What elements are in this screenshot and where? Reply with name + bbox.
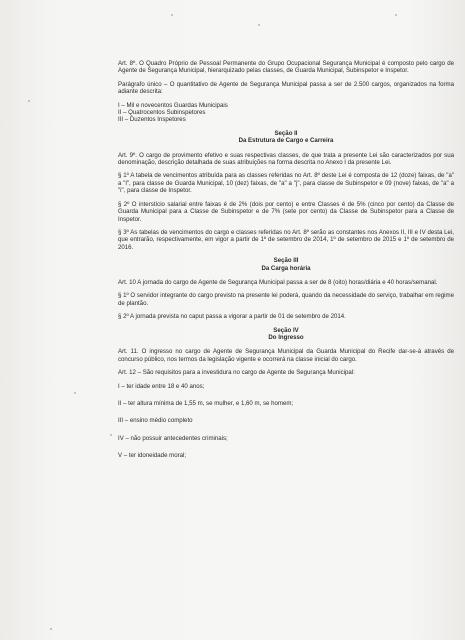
requirement-item: III – ensino médio completo xyxy=(118,417,193,425)
art9-paragraph-3: § 3º As tabelas de vencimentos do cargo e classes referidas no Art. 8º serão as constantes nos Anexos II, III e IV desta Lei, que entrarão, respectivamente, em vigor a partir de 1º de setembro de 2014, 1º de setembro de 2015 e 1º de setembro de 2016. xyxy=(118,228,454,251)
scan-speck xyxy=(110,434,112,436)
scan-speck xyxy=(171,14,173,16)
list-item: I – Mil e novecentos Guardas Municipais xyxy=(118,101,228,109)
requirement-item: I – ter idade entre 18 e 40 anos; xyxy=(118,382,205,390)
section-title: Seção III xyxy=(273,257,299,265)
art9-paragraph-2: § 2º O interstício salarial entre faixas é de 2% (dois por cento) e entre Classes é de 5% (cinco por cento) da Classe de Guarda Municipal para a Classe de Subinspetor e de 7% (sete por cento) da Classe de Subinspetor para a Classe de Inspetor. xyxy=(118,200,454,223)
scan-speck xyxy=(395,14,397,16)
art10-text: Art. 10 A jornada do cargo de Agente de Segurança Municipal passa a ser de 8 (oito) horas/diária e 40 horas/semanal. xyxy=(118,278,438,286)
art8-paragraph: Parágrafo único – O quantitativo de Agente de Segurança Municipal passa a ser de 2.500 cargos, organizados na forma adiante descrita: xyxy=(118,80,454,96)
art8-list xyxy=(118,102,454,124)
section-subtitle: Da Carga horária xyxy=(261,264,311,272)
section-subtitle: Da Estrutura de Cargo e Carreira xyxy=(238,137,334,145)
requirement-item: V – ter idoneidade moral; xyxy=(118,452,187,460)
art9-paragraph-1: § 1º A tabela de vencimentos atribuída para as classes referidas no Art. 8º deste Lei é composta de 12 (doze) faixas, de "a" a "l", para classe de Guarda Municipal, 10 (dez) faixas, de "a" a "j", para classe de Subinspetor e 09 (nove) faixas, de "a" a "i", para classe de Inspetor. xyxy=(118,172,454,195)
scan-speck xyxy=(28,100,30,102)
requirement-item: II – ter altura mínima de 1,55 m, se mulher, e 1,60 m, se homem; xyxy=(118,400,294,407)
document-body xyxy=(118,60,454,470)
scan-speck xyxy=(258,24,260,26)
scan-speck xyxy=(74,392,76,394)
section-title: Seção IV xyxy=(273,326,299,334)
art10-paragraph-2: § 2º A jornada prevista no caput passa a vigorar a partir de 01 de setembro de 2014. xyxy=(118,313,346,321)
section-title: Seção II xyxy=(274,129,298,137)
art12-text: Art. 12 – São requisitos para a investidura no cargo de Agente de Segurança Municipal: xyxy=(118,369,355,377)
list-item: III – Duzentos Inspetores xyxy=(118,116,186,124)
requirement-item: IV – não possuir antecedentes criminais; xyxy=(118,434,228,442)
art9-text: Art. 9º. O cargo de provimento efetivo e suas respectivas classes, de que trata a presente Lei são caracterizados por sua denominação, descrição detalhada de suas atribuições na forma descrita no Anexo I da presente Lei. xyxy=(118,151,454,167)
scan-speck xyxy=(50,628,52,630)
section-subtitle: Do Ingresso xyxy=(268,333,304,341)
art10-paragraph-1: § 1º O servidor integrante do cargo previsto na presente lei poderá, quando da necessidade do serviço, trabalhar em regime de plantão. xyxy=(118,292,454,307)
art11-text: Art. 11. O ingresso no cargo de Agente de Segurança Municipal da Guarda Municipal do Recife dar-se-á através de concurso público, nos termos da legislação vigente e ocorrerá na classe inicial do cargo. xyxy=(118,348,454,363)
art8-text: Art. 8º. O Quadro Próprio de Pessoal Permanente do Grupo Ocupacional Segurança Municipal é composto pelo cargo de Agente de Segurança Municipal, hierarquizado pelas classes, de Guarda Municipal, Subinspetor e Inspetor. xyxy=(118,60,454,75)
list-item: II – Quatrocentos Subinspetores xyxy=(118,109,206,117)
